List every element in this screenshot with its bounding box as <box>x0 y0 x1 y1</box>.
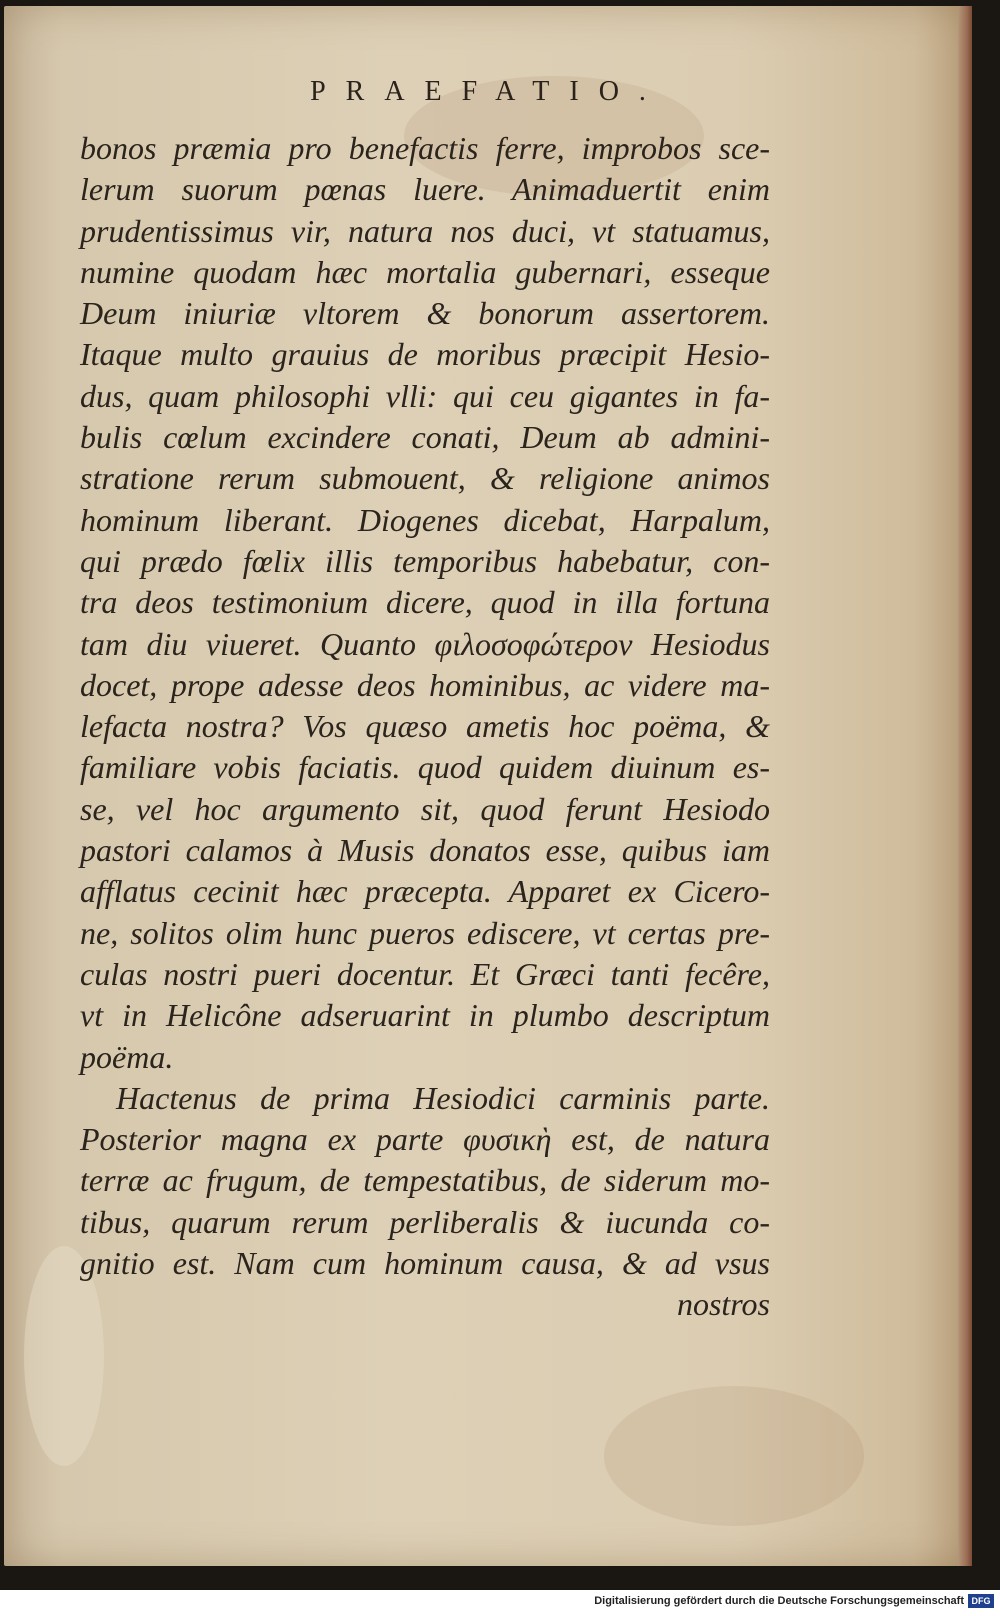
book-page <box>4 6 972 1566</box>
catchword: nostros <box>676 1286 770 1323</box>
text-line: lerum suorum pœnas luere. Animaduertit enim <box>80 171 770 208</box>
text-line: bulis cœlum excindere conati, Deum ab admini- <box>80 419 770 456</box>
body-text <box>80 128 770 1326</box>
running-head: PRAEFATIO. <box>310 76 666 107</box>
text-line: terræ ac frugum, de tempestatibus, de siderum mo- <box>80 1162 770 1199</box>
text-line: poëma. <box>80 1038 174 1075</box>
footer-credit: Digitalisierung gefördert durch die Deutsche Forschungsgemeinschaft <box>594 1595 964 1607</box>
page-edge <box>958 6 972 1566</box>
text-line: qui prædo fœlix illis temporibus habebatur, con- <box>80 542 770 579</box>
text-line: afflatus cecinit hæc præcepta. Apparet ex Cicero- <box>80 873 770 910</box>
text-line: tam diu viueret. Quanto φιλοσοφώτερον Hesiodus <box>80 625 770 662</box>
text-line: pastori calamos à Musis donatos esse, quibus iam <box>80 832 770 869</box>
text-line: gnitio est. Nam cum hominum causa, & ad vsus <box>80 1245 770 1282</box>
text-line: tibus, quarum rerum perliberalis & iucunda co- <box>80 1203 770 1240</box>
text-line: hominum liberant. Diogenes dicebat, Harpalum, <box>80 501 770 538</box>
text-line: tra deos testimonium dicere, quod in illa fortuna <box>80 584 770 621</box>
paper-stain <box>604 1386 864 1526</box>
text-line: Itaque multo grauius de moribus præcipit Hesio- <box>80 336 770 373</box>
text-line: vt in Helicône adseruarint in plumbo descriptum <box>80 997 770 1034</box>
text-line: ne, solitos olim hunc pueros ediscere, vt certas pre- <box>80 914 770 951</box>
text-line: Hactenus de prima Hesiodici carminis parte. <box>116 1079 770 1116</box>
dfg-logo: DFG <box>968 1594 994 1608</box>
text-line: se, vel hoc argumento sit, quod ferunt Hesiodo <box>80 790 770 827</box>
text-line: lefacta nostra? Vos quæso ametis hoc poëma, & <box>80 708 770 745</box>
text-line: dus, quam philosophi vlli: qui ceu gigantes in fa- <box>80 377 770 414</box>
footer-bar <box>0 1590 1000 1616</box>
text-line: Posterior magna ex parte φυσικὴ est, de natura <box>80 1121 770 1158</box>
text-line: docet, prope adesse deos hominibus, ac videre ma- <box>80 666 770 703</box>
text-line: numine quodam hæc mortalia gubernari, esseque <box>80 253 770 290</box>
text-line: bonos præmia pro benefactis ferre, improbos sce- <box>80 130 770 166</box>
text-line: familiare vobis faciatis. quod quidem diuinum es- <box>80 749 770 786</box>
text-line: Deum iniuriæ vltorem & bonorum assertorem. <box>80 295 770 332</box>
text-line: stratione rerum submouent, & religione animos <box>80 460 770 497</box>
text-line: prudentissimus vir, natura nos duci, vt statuamus, <box>80 212 770 249</box>
text-line: culas nostri pueri docentur. Et Græci tanti fecêre, <box>80 955 770 992</box>
